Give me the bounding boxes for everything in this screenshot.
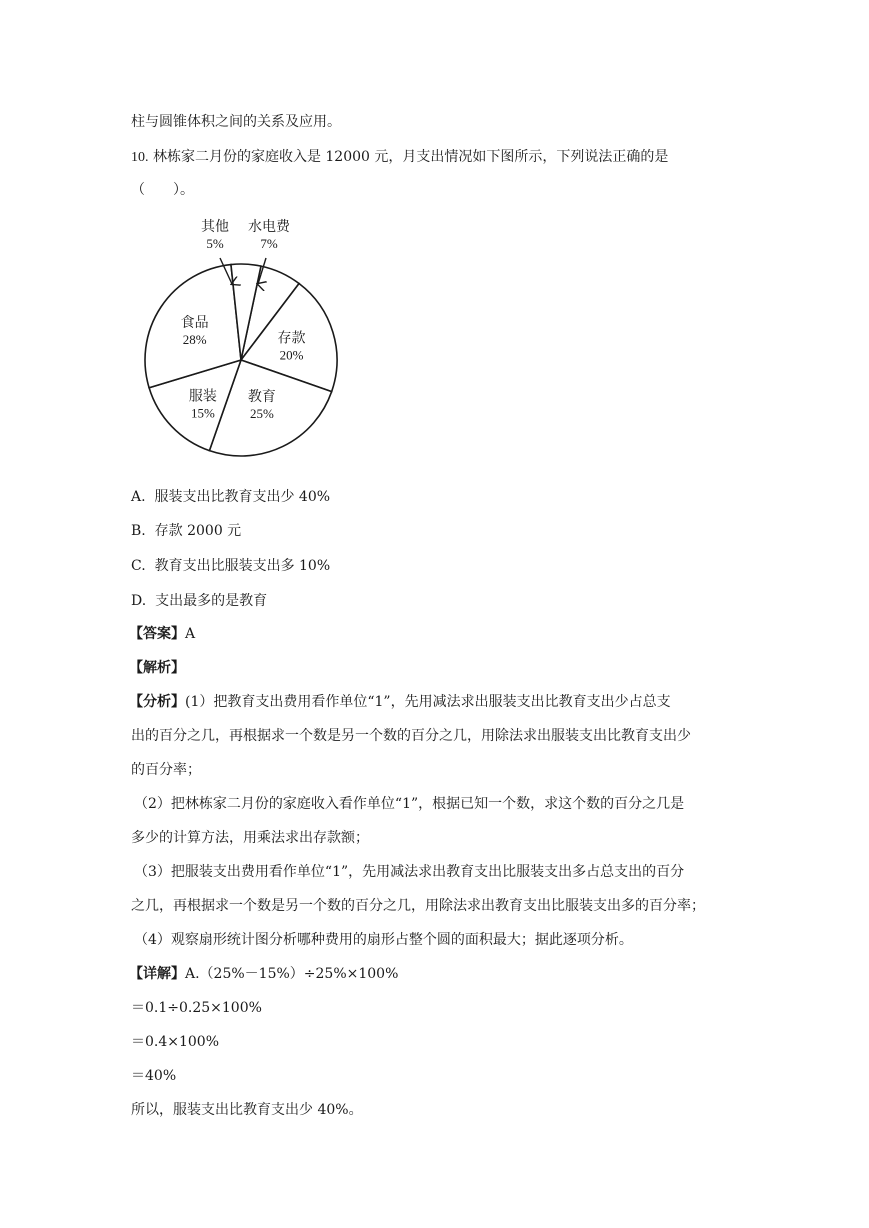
option-letter: C. xyxy=(131,558,146,574)
slice-value-6: 5% xyxy=(206,236,224,251)
slice-label-2: 存款 xyxy=(277,330,306,347)
slice-value-2: 20% xyxy=(279,347,304,363)
analysis-heading: 【解析】 xyxy=(129,660,185,676)
analysis-line: 多少的计算方法，用乘法求出存款额； xyxy=(131,830,369,846)
slice-value-5: 28% xyxy=(182,332,207,348)
option-b xyxy=(131,521,241,541)
analysis-line: 出的百分之几，再根据求一个数是另一个数的百分之几，用除法求出服装支出比教育支出少 xyxy=(131,728,691,744)
answer-tag: 【答案】 xyxy=(129,626,185,642)
question-line xyxy=(131,147,668,168)
option-letter: D. xyxy=(131,593,147,609)
question-text: 林栋家二月份的家庭收入是 12000 元，月支出情况如下图所示，下列说法正确的是 xyxy=(152,149,669,165)
slice-label-1: 水电费 xyxy=(248,219,290,235)
slice-value-3: 25% xyxy=(249,406,274,422)
slice-value-4: 15% xyxy=(190,405,215,421)
slice-value-1: 7% xyxy=(260,236,278,251)
intro-text: 柱与圆锥体积之间的关系及应用。 xyxy=(131,114,341,130)
option-text: 支出最多的是教育 xyxy=(155,593,268,609)
analysis-line: 之几，再根据求一个数是另一个数的百分之几，用除法求出教育支出比服装支出多的百分率； xyxy=(131,898,705,914)
detail-first: A.（25%－15%）÷25%×100% xyxy=(185,966,399,982)
calc-step: ＝40% xyxy=(131,1068,177,1084)
analysis-tag: 【分析】 xyxy=(129,694,185,710)
analysis-line: （4）观察扇形统计图分析哪种费用的扇形占整个圆的面积最大；据此逐项分析。 xyxy=(134,932,633,948)
option-a xyxy=(131,487,330,507)
slice-label-4: 服装 xyxy=(188,388,217,405)
analysis-text: (1）把教育支出费用看作单位“1”，先用减法求出服装支出比教育支出少占总支 xyxy=(185,694,671,710)
answer-line xyxy=(129,624,195,644)
option-letter: A. xyxy=(131,489,146,505)
analysis-line: 的百分率； xyxy=(131,762,201,778)
option-text: 服装支出比教育支出少 40% xyxy=(154,489,331,505)
calc-step: ＝0.1÷0.25×100% xyxy=(131,1000,262,1016)
slice-label-6: 其他 xyxy=(201,219,229,235)
option-c xyxy=(131,556,330,576)
calc-step: ＝0.4×100% xyxy=(131,1034,220,1050)
analysis-line: （2）把林栋家二月份的家庭收入看作单位“1”，根据已知一个数，求这个数的百分之几是 xyxy=(134,796,685,812)
conclusion-text: 所以，服装支出比教育支出少 40%。 xyxy=(131,1102,363,1118)
option-letter: B. xyxy=(131,523,146,539)
slice-label-3: 教育 xyxy=(247,389,276,406)
slice-label-5: 食品 xyxy=(180,315,209,332)
analysis-line: （3）把服装支出费用看作单位“1”，先用减法求出教育支出比服装支出多占总支出的百分 xyxy=(134,864,685,880)
answer-value: A xyxy=(185,626,196,642)
analysis-line xyxy=(129,692,671,712)
detail-line xyxy=(129,964,398,984)
detail-tag: 【详解】 xyxy=(129,966,185,982)
option-text: 存款 2000 元 xyxy=(154,523,242,539)
question-blank: （ ）。 xyxy=(131,182,194,198)
option-d xyxy=(131,591,267,611)
option-text: 教育支出比服装支出多 10% xyxy=(154,558,331,574)
pie-chart xyxy=(140,218,350,463)
question-number: 10. xyxy=(131,150,149,165)
